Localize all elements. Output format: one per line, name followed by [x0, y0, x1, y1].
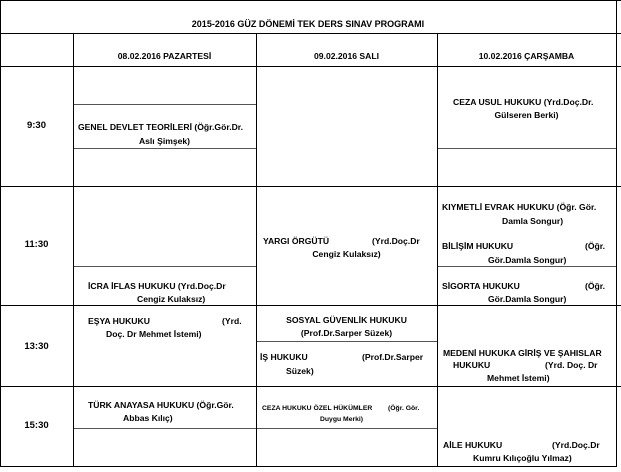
time-slot-label: 13:30	[24, 341, 49, 352]
exam-instructor: (Prof.Dr.Sarper Süzek)	[300, 328, 393, 338]
col-line	[0, 0, 1, 467]
exam-course: SİGORTA HUKUKU	[442, 281, 520, 291]
exam-instructor: (Öğr.	[585, 281, 606, 291]
col-line	[437, 33, 438, 467]
exam-course: HUKUKU	[453, 360, 491, 370]
row-line	[73, 148, 256, 149]
col-line	[73, 33, 74, 467]
exam-course: CEZA USUL HUKUKU (Yrd.Doç.Dr.	[453, 97, 594, 107]
exam-instructor: Cengiz Kulaksız)	[312, 249, 381, 259]
exam-course: MEDENİ HUKUKA GİRİŞ VE ŞAHISLAR	[443, 348, 602, 358]
day-header-monday: 08.02.2016 PAZARTESİ	[117, 51, 212, 61]
table-border-top	[0, 0, 621, 1]
table-border-bottom	[0, 466, 616, 467]
exam-course: GENEL DEVLET TEORİLERİ (Öğr.Gör.Dr.	[78, 122, 244, 132]
exam-instructor: (Öğr.	[585, 241, 606, 251]
exam-instructor: Gör.Damla Songur)	[488, 255, 567, 265]
exam-instructor: (Prof.Dr.Sarper	[362, 352, 424, 362]
exam-instructor: (Öğr. Gör.	[388, 405, 420, 412]
row-line	[73, 266, 256, 267]
time-slot-label: 11:30	[24, 239, 49, 250]
row-line	[0, 386, 621, 387]
exam-course: İCRA İFLAS HUKUKU (Yrd.Doç.Dr	[88, 281, 226, 291]
exam-instructor: Kumru Kılıçoğlu Yılmaz)	[473, 453, 572, 463]
exam-course: EŞYA HUKUKU	[88, 316, 150, 326]
exam-course: SOSYAL GÜVENLİK HUKUKU	[286, 315, 407, 325]
exam-course: BİLİŞİM HUKUKU	[442, 241, 514, 251]
exam-instructor: (Yrd.Doç.Dr	[372, 236, 420, 246]
row-line	[0, 33, 621, 34]
day-header-tuesday: 09.02.2016 SALI	[314, 51, 379, 61]
exam-instructor: Damla Songur)	[502, 216, 564, 226]
exam-course: TÜRK ANAYASA HUKUKU (Öğr.Gör.	[88, 400, 234, 410]
exam-instructor: Doç. Dr Mehmet İstemi)	[106, 329, 202, 339]
page-title: 2015-2016 GÜZ DÖNEMİ TEK DERS SINAV PROGRAMI	[191, 19, 425, 29]
exam-instructor: Gör.Damla Songur)	[488, 294, 567, 304]
exam-instructor: Aslı Şimşek)	[138, 136, 191, 146]
exam-course: AİLE HUKUKU	[443, 440, 503, 450]
row-line	[256, 341, 437, 342]
day-header-wednesday: 10.02.2016 ÇARŞAMBA	[478, 51, 575, 61]
row-line	[0, 66, 621, 67]
exam-instructor: (Yrd.Doç.Dr	[552, 440, 600, 450]
exam-instructor: Mehmet İstemi)	[487, 373, 550, 383]
exam-instructor: Abbas Kılıç)	[123, 413, 173, 423]
row-line	[437, 148, 616, 149]
row-line	[73, 428, 437, 429]
exam-course: YARGI ÖRGÜTÜ	[263, 236, 330, 246]
time-slot-label: 15:30	[24, 420, 49, 431]
exam-instructor: (Yrd.	[222, 316, 242, 326]
exam-course: CEZA HUKUKU ÖZEL HÜKÜMLER	[262, 405, 373, 412]
exam-instructor: (Yrd. Doç. Dr	[545, 360, 598, 370]
row-line	[0, 186, 621, 187]
col-line	[616, 0, 617, 467]
exam-instructor: Cengiz Kulaksız)	[137, 294, 206, 304]
exam-course: KIYMETLİ EVRAK HUKUKU (Öğr. Gör.	[442, 202, 597, 212]
exam-instructor: Süzek)	[286, 366, 314, 376]
exam-instructor: Duygu Merki)	[320, 416, 364, 423]
exam-instructor: Gülseren Berki)	[494, 110, 559, 120]
time-slot-label: 9:30	[26, 120, 46, 131]
exam-course: İŞ HUKUKU	[260, 352, 308, 362]
row-line	[73, 104, 256, 105]
